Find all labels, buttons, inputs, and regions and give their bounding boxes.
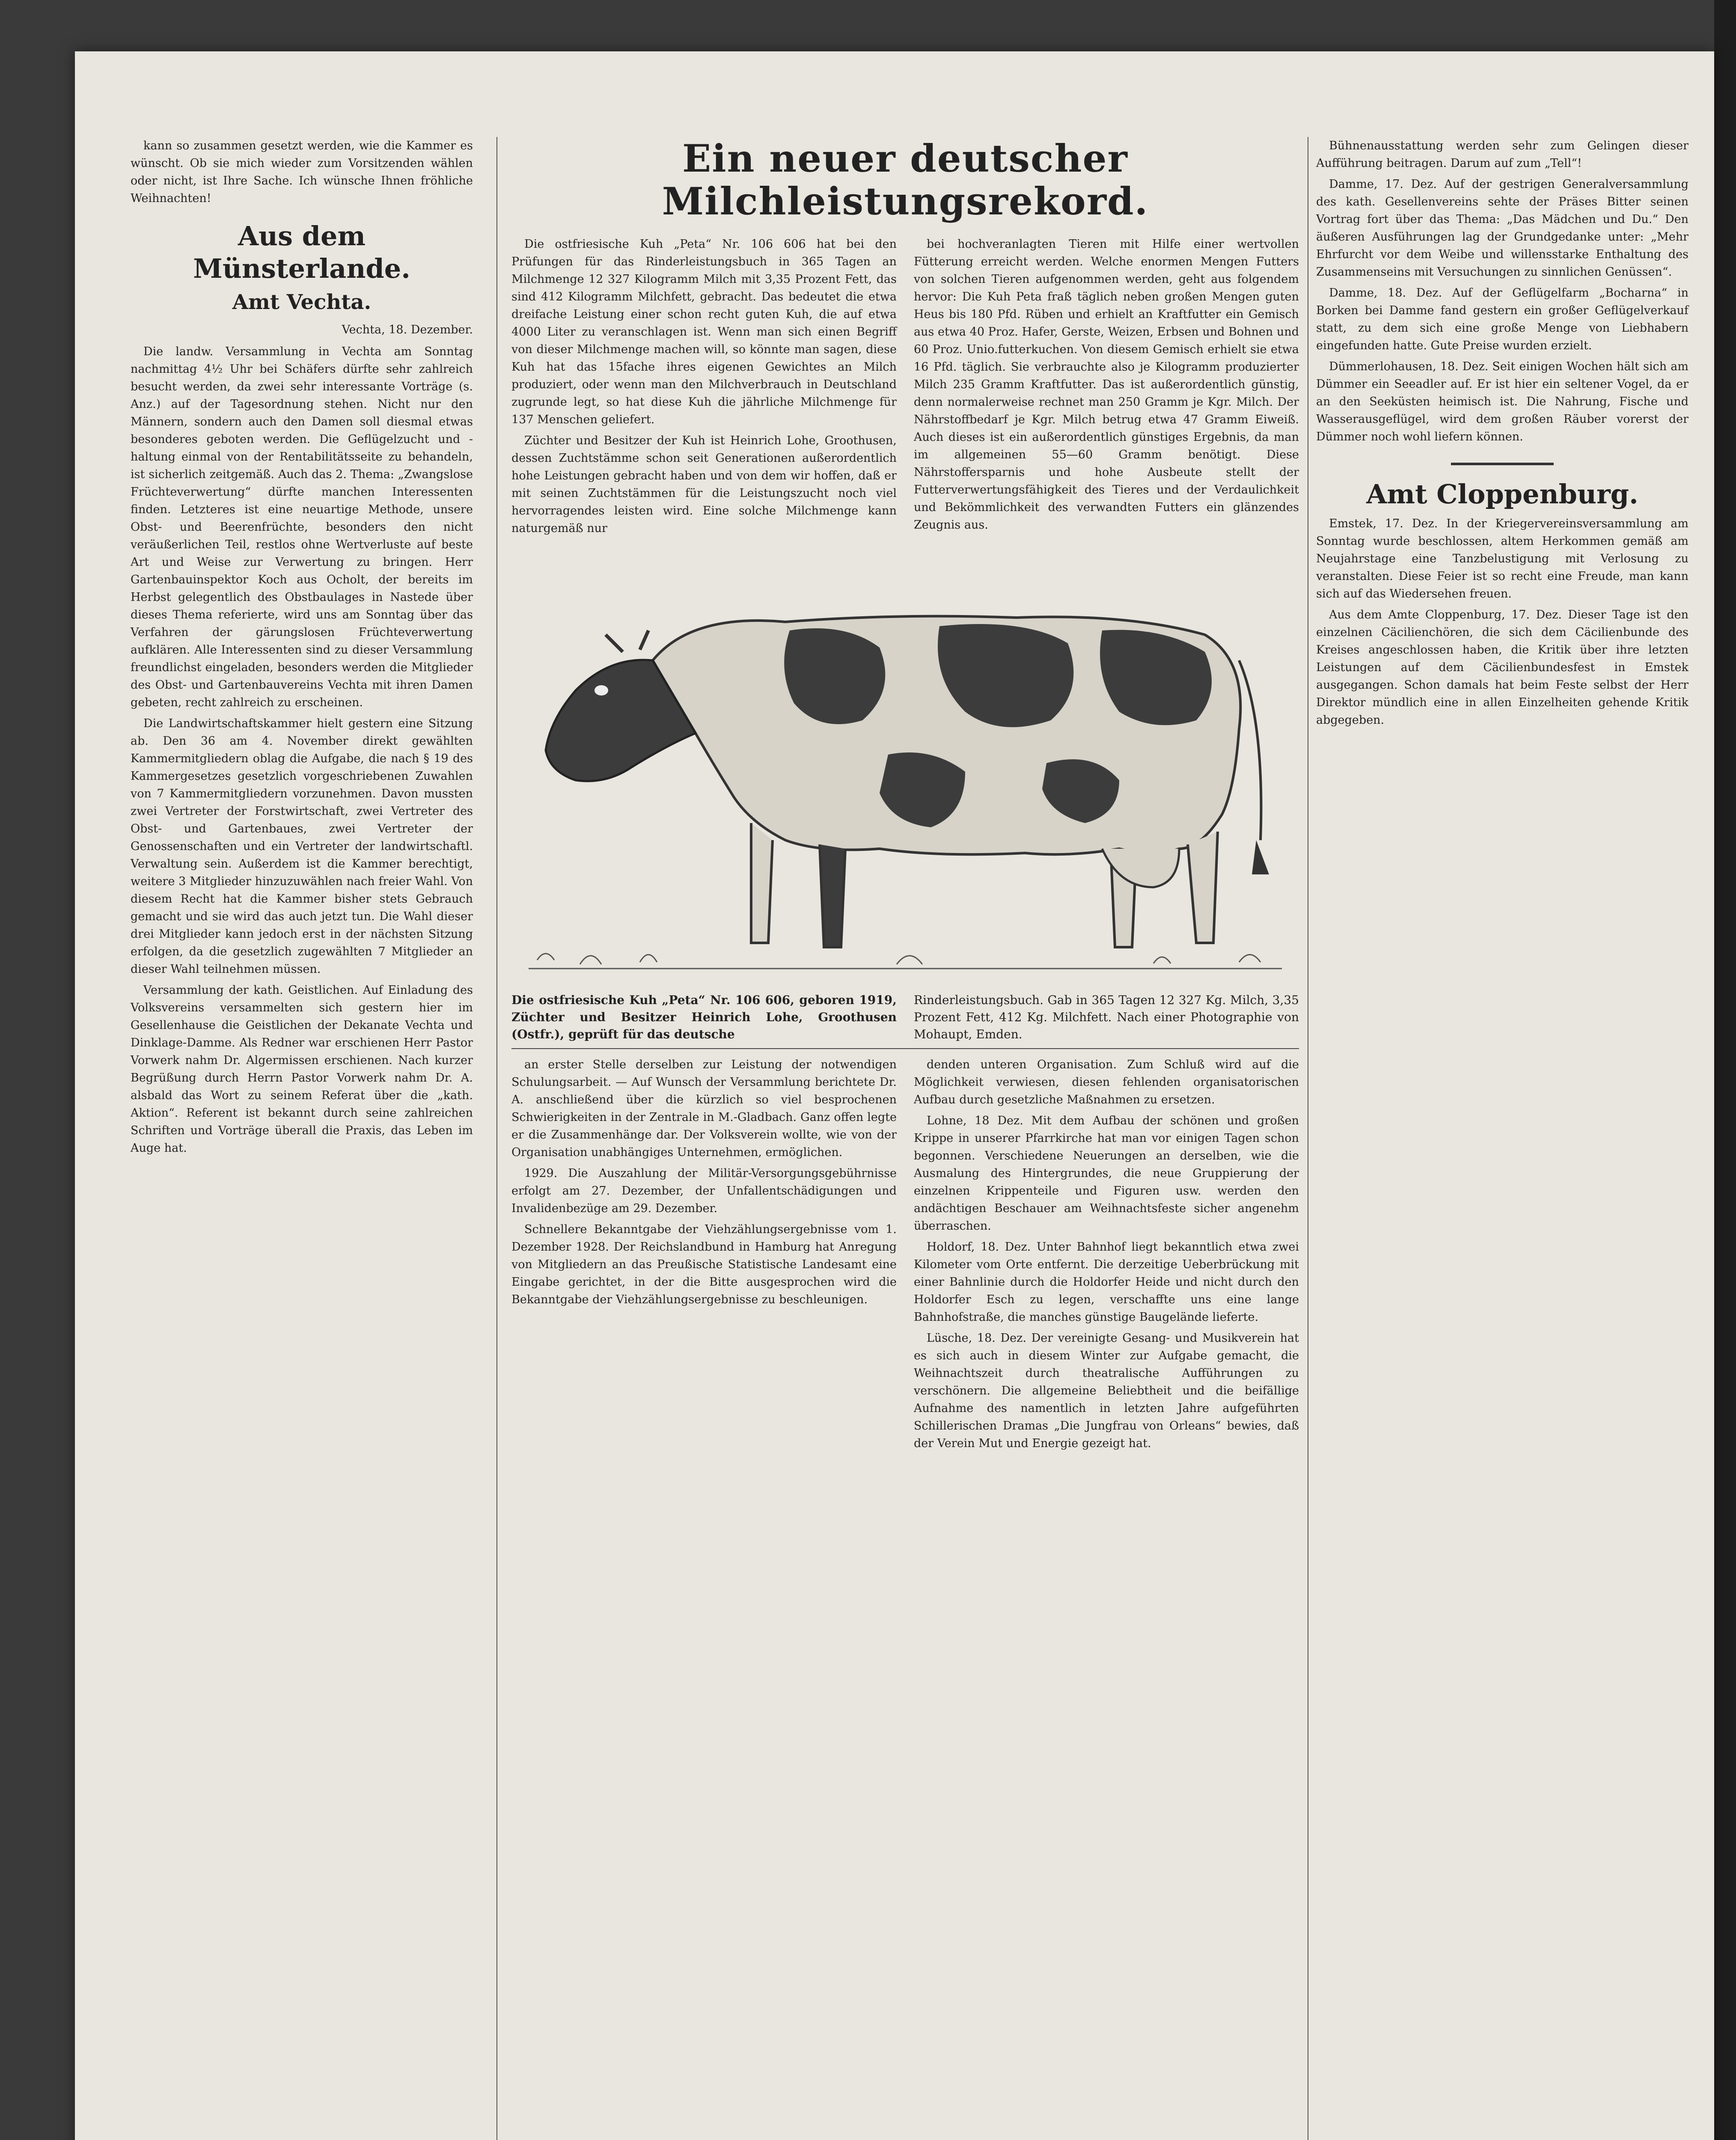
caption-left: Die ostfriesische Kuh „Peta“ Nr. 106 606, geboren 1919, Züchter und Besitzer Heinrich Lohe, Groothusen (Ostfr.), geprüft für das deutsche <box>511 993 897 1041</box>
lower-mid-1: denden unteren Organisation. Zum Schluß wird auf die Möglichkeit verwiesen, diesen fehlenden organisatorischen Aufbau durch gesetzliche Maßnahmen zu ersetzen. <box>914 1058 1299 1106</box>
section-title-muensterlande: Aus dem Münsterlande. <box>193 220 410 284</box>
main-headline: Ein neuer deutscher Milchleistungsrekord. <box>662 136 1149 223</box>
col1-intro: kann so zusammen gesetzt werden, wie die Kammer es wünscht. Ob sie mich wieder zum Vorsitzenden wählen oder nicht, ist Ihre Sache. Ich wünsche Ihnen fröhliche Weihnachten! <box>131 139 473 205</box>
col4-article-4: Emstek, 17. Dez. In der Kriegervereinsversammlung am Sonntag wurde beschlossen, altem Herkommen gemäß am Neujahrstage eine Tanzbelustigung mit Verlosung zu veranstalten. Diese Feier ist so recht eine Freude, man kann sich auf das Wiedersehen freuen. <box>1316 517 1688 600</box>
lower-left-1: an erster Stelle derselben zur Leistung der notwendigen Schulungsarbeit. — Auf Wunsch der Versammlung berichtete Dr. A. anschließend über die kürzlich so viel besprochenen Schwierigkeiten in der Zentrale in M.-Gladbach. Ganz offen legte er die Zusammenhänge dar. Der Volksverein wollte, wie von der Organisation unabhängiges Unternehmen, ermöglichen. <box>511 1058 897 1159</box>
col4-intro: Bühnenausstattung werden sehr zum Gelingen dieser Aufführung beitragen. Darum auf zum „Tell“! <box>1316 139 1688 170</box>
col4-article-1: Damme, 17. Dez. Auf der gestrigen Generalversammlung des kath. Gesellenvereins sehte der Präses Bitter seinen Vortrag fort über das Thema: „Das Mädchen und Du.“ Den äußeren Ausführungen lag der Grundgedanke unter: „Mehr Ehrfurcht vor dem Weibe und willensstarke Enthaltung des Zusammenseins mit Versuchungen zu sinnlichen Genüssen“. <box>1316 178 1688 279</box>
lower-left-2: 1929. Die Auszahlung der Militär-Versorgungsgebührnisse erfolgt am 27. Dezember, der Unfallentschädigungen und Invalidenbezüge am 29. Dezember. <box>511 1167 897 1215</box>
main-top-text <box>511 235 1299 541</box>
dateline: Vechta, 18. Dezember. <box>342 323 473 336</box>
column-1 <box>131 137 473 1160</box>
col1-article-2: Die Landwirtschaftskammer hielt gestern eine Sitzung ab. Den 36 am 4. November direkt gewählten Kammermitgliedern oblag die Aufgabe, die nach § 19 des Kammergesetzes gesetzlich vorgeschriebenen Zuwahlen von 7 Kammermitgliedern vorzunehmen. Davon mussten zwei Vertreter der Forstwirtschaft, zwei Vertreter des Obst- und Gartenbaues, zwei Vertreter der Genossenschaften und ein Vertreter der landwirtschaftl. Verwaltung sein. Außerdem ist die Kammer berechtigt, weitere 3 Mitglieder hinzuzuwählen nach freier Wahl. Von diesem Recht hat die Kammer bisher stets Gebrauch gemacht und sie wird das auch jetzt tun. Die Wahl dieser drei Mitglieder kann jedoch erst in der nächsten Sitzung erfolgen, da die gesetzlich zugewählten 7 Mitglieder an dieser Wahl teilnehmen müssen. <box>131 717 473 976</box>
cow-illustration <box>511 549 1299 986</box>
col1-article-3: Versammlung der kath. Geistlichen. Auf Einladung des Volksvereins versammelten sich gestern hier im Gesellenhause die Geistlichen der Dekanate Vechta und Dinklage-Damme. Als Redner war erschienen Herr Pastor Vorwerk nahm Dr. Algermissen erschienen. Nach kurzer Begrüßung durch Herrn Pastor Vorwerk nahm Dr. A. alsbald das Wort zu seinem Referat über die „kath. Aktion“. Referent ist bekannt durch seine zahlreichen Schriften und Vorträge überall die Praxis, das Leben im Auge hat. <box>131 984 473 1155</box>
col4-article-3: Dümmerlohausen, 18. Dez. Seit einigen Wochen hält sich am Dümmer ein Seeadler auf. Er ist hier ein seltener Vogel, da er an den Seeküsten heimisch ist. Die Nahrung, Fische und Wasserausgeflügel, wird dem großen Räuber vorerst der Dümmer noch wohl liefern können. <box>1316 360 1688 443</box>
col4-article-5: Aus dem Amte Cloppenburg, 17. Dez. Dieser Tage ist den einzelnen Cäcilienchören, die sich dem Cäcilienbunde des Kreises angeschlossen haben, die Kritik über ihre letzten Leistungen auf dem Cäcilienbundesfest in Emstek ausgegangen. Schon damals hat beim Feste selbst der Herr Direktor mündlich eine in allen Einzelheiten gehende Kritik abgegeben. <box>1316 608 1688 727</box>
lower-mid-2: Lohne, 18 Dez. Mit dem Aufbau der schönen und großen Krippe in unserer Pfarrkirche hat man vor einigen Tagen schon begonnen. Verschiedene Neuerungen an derselben, wie die Ausmalung des Hintergrundes, die neue Gruppierung der einzelnen Krippenteile und Figuren usw. werden den andächtigen Beschauer am Weihnachtsfeste sicher angenehm überraschen. <box>914 1114 1299 1233</box>
main-para-3: bei hochveranlagten Tieren mit Hilfe einer wertvollen Fütterung erreicht werden. Welche enormen Mengen Futters von solchen Tieren aufgenommen werden, geht aus folgendem hervor: Die Kuh Peta fraß täglich neben großen Mengen guten Heus bis 180 Pfd. Rüben und erhielt an Kraftfutter ein Gemisch aus etwa 40 Proz. Hafer, Gerste, Weizen, Erbsen und Bohnen und 60 Proz. Unio.futterkuchen. Von diesem Gemisch erhielt sie etwa 16 Pfd. täglich. Sie verbrauchte also je Kilogramm produzierter Milch 235 Gramm Kraftfutter. Das ist außerordentlich günstig, denn normalerweise rechnet man 250 Gramm je Kgr. Milch. Der Nährstoffbedarf je Kgr. Milch betrug etwa 47 Gramm Eiweiß. Auch dieses ist ein außerordentlich günstiges Ergebnis, da man im allgemeinen 55—60 Gramm benötigt. Diese Nährstoffersparnis und hohe Ausbeute stellt der Futterverwertungsfähigkeit des Tieres und der Verdaulichkeit und Bekömmlichkeit des verwandten Futters ein glänzendes Zeugnis aus. <box>914 238 1299 532</box>
lower-mid-4: Lüsche, 18. Dez. Der vereinigte Gesang- und Musikverein hat es sich auch in diesem Winter zur Aufgabe gemacht, die Weihnachtszeit durch theatralische Aufführungen zu verschönern. Die allgemeine Beliebtheit und die beifällige Aufnahme des namentlich in letzten Jahre aufgeführten Schillerischen Dramas „Die Jungfrau von Orleans“ bewies, daß der Verein Mut und Energie gezeigt hat. <box>914 1332 1299 1450</box>
newspaper-page <box>75 51 1714 2140</box>
column-rule <box>496 137 497 2140</box>
section-divider <box>1451 463 1554 465</box>
main-para-1: Die ostfriesische Kuh „Peta“ Nr. 106 606 hat bei den Prüfungen für das Rinderleistungsbuch in 365 Tagen an Milchmenge 12 327 Kilogramm Milch mit 3,35 Prozent Fett, das sind 412 Kilogramm Milchfett, gebracht. Das bedeutet die etwa dreifache Leistung einer schon recht guten Kuh, die auf etwa 4000 Liter zu veranschlagen ist. Wenn man sich einen Begriff von dieser Milchmenge machen will, so könnte man sagen, diese Kuh hat das 15fache ihres eigenen Gewichtes an Milch produziert, oder wenn man den Milchverbrauch in Deutschland zugrunde legt, so hat diese Kuh die jährliche Milchmenge für 137 Menschen geliefert. <box>511 238 897 426</box>
column-main <box>511 137 1299 1456</box>
lower-mid-3: Holdorf, 18. Dez. Unter Bahnhof liegt bekanntlich etwa zwei Kilometer vom Orte entfernt. Die derzeitige Ueberbrückung mit einer Bahnlinie durch die Holdorfer Heide und nicht durch den Holdorfer Esch zu legen, verschaffte uns eine lange Bahnhofstraße, die manches günstige Baugelände lieferte. <box>914 1240 1299 1324</box>
col1-article-1: Die landw. Versammlung in Vechta am Sonntag nachmittag 4½ Uhr bei Schäfers dürfte sehr zahlreich besucht werden, da zwei sehr interessante Vorträge (s. Anz.) auf der Tagesordnung stehen. Nicht nur den Männern, sondern auch den Damen soll diesmal etwas besonderes geboten werden. Die Geflügelzucht und -haltung einmal von der Rentabilitätsseite zu behandeln, ist sicherlich zeitgemäß. Auch das 2. Thema: „Zwangslose Früchteverwertung“ dürfte manchen Interessenten finden. Letzteres ist eine neuartige Methode, unsere Obst- und Beerenfrüchte, besonders den nicht veräußerlichen Teil, restlos ohne Wertverluste auf beste Art und Weise zur Verwertung zu bringen. Herr Gartenbauinspektor Koch aus Ocholt, der bereits im Herbst gelegentlich des Obstbaulages in Nastede über dieses Thema referierte, wird uns am Sonntag über das Verfahren der gärungslosen Früchteverwertung aufklären. Alle Interessenten sind zu dieser Versammlung freundlichst eingeladen, besonders werden die Mitglieder des Obst- und Gartenbauvereins Vechta mit ihren Damen gebeten, recht zahlreich zu erscheinen. <box>131 345 473 709</box>
scanner-edge <box>1714 0 1736 2140</box>
cow-caption <box>511 992 1299 1049</box>
lower-left-3: Schnellere Bekanntgabe der Viehzählungsergebnisse vom 1. Dezember 1928. Der Reichslandbund in Hamburg hat Anregung von Mitgliedern an das Preußische Statistische Landesamt eine Eingabe gerichtet, in der die Bitte ausgesprochen wird die Bekanntgabe der Viehzählungsergebnisse zu beschleunigen. <box>511 1223 897 1306</box>
main-lower-text <box>511 1056 1299 1456</box>
cow-drawing-icon <box>511 549 1299 986</box>
col4-article-2: Damme, 18. Dez. Auf der Geflügelfarm „Bocharna“ in Borken bei Damme fand gestern ein großer Geflügelverkauf statt, zu dem sich eine große Menge von Liebhabern eingefunden hatte. Gute Preise wurden erzielt. <box>1316 286 1688 352</box>
caption-right: Rinderleistungsbuch. Gab in 365 Tagen 12 327 Kg. Milch, 3,35 Prozent Fett, 412 Kg. Milchfett. Nach einer Photographie von Mohaupt, Emden. <box>914 993 1299 1041</box>
main-para-2: Züchter und Besitzer der Kuh ist Heinrich Lohe, Groothusen, dessen Zuchtstämme schon seit Generationen außerordentlich hohe Leistungen gebracht haben und von dem wir hoffen, daß er mit seinen Zuchtstämmen für die Leistungszucht noch viel hervorragendes leisten wird. Eine solche Milchmenge kann naturgemäß nur <box>511 434 897 535</box>
section-sub-vechta: Amt Vechta. <box>232 290 372 314</box>
column-4 <box>1316 137 1688 732</box>
section-title-cloppenburg: Amt Cloppenburg. <box>1366 479 1638 510</box>
